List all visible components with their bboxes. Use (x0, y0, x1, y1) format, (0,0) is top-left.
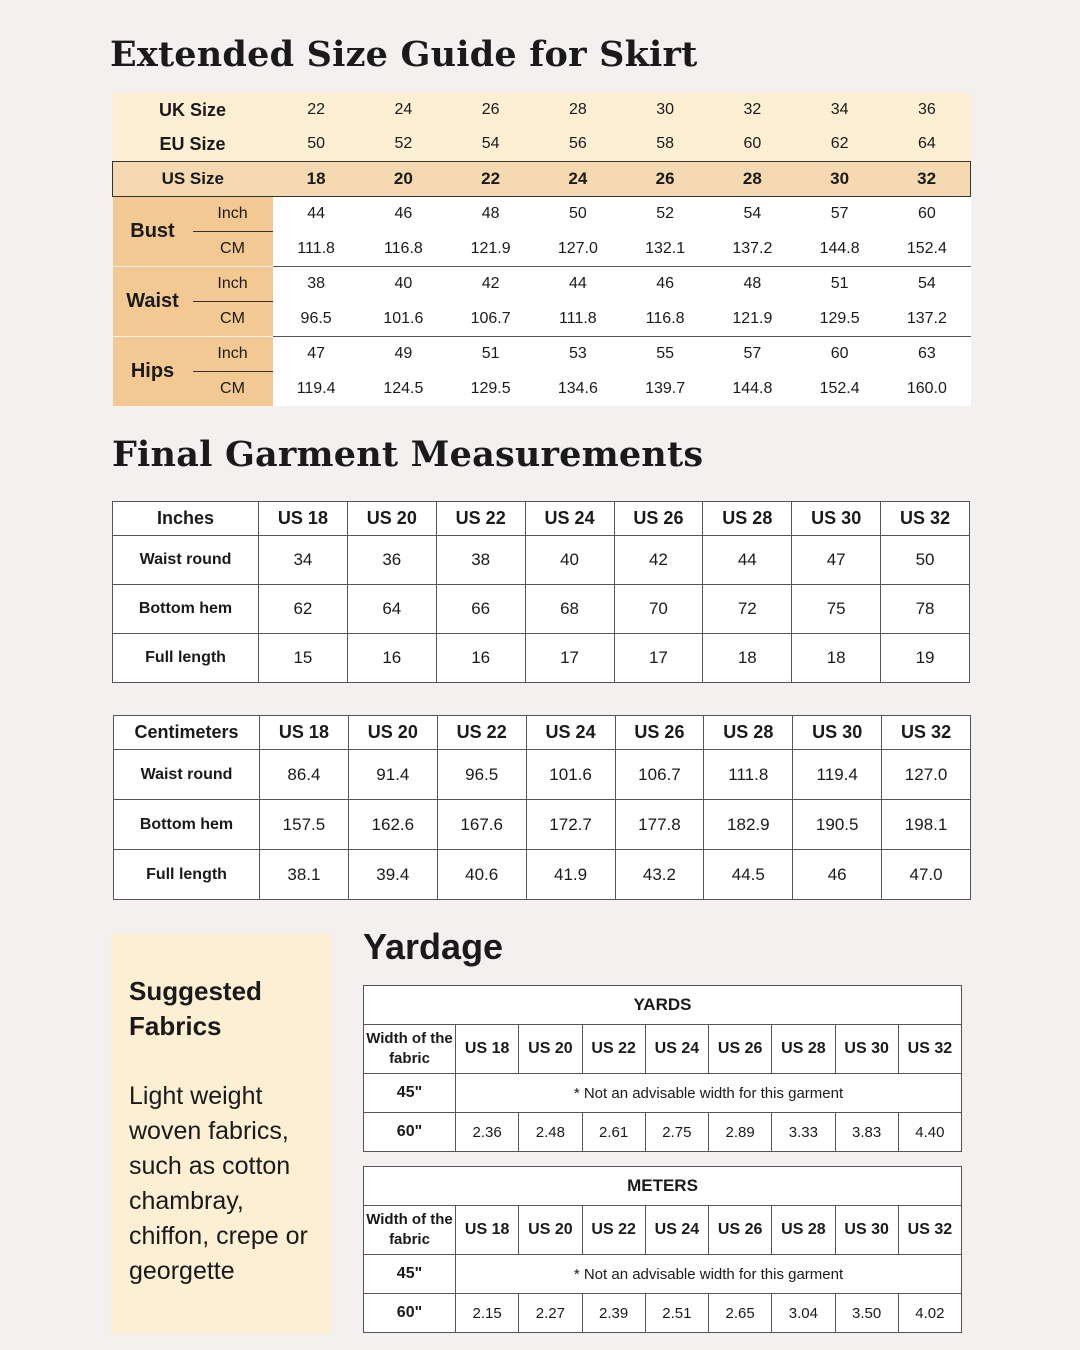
eu-size-cell: 50 (273, 127, 360, 162)
eu-size-cell: 60 (709, 127, 796, 162)
hips-cm-cell: 129.5 (447, 372, 534, 407)
row-label: Full length (114, 850, 260, 900)
waist-cm-cell: 129.5 (796, 302, 883, 337)
table-cell: 41.9 (526, 850, 615, 900)
waist-cm-cell: 137.2 (883, 302, 970, 337)
uk-size-row (113, 93, 971, 127)
bust-label: Bust (113, 197, 193, 267)
unit-label: Inch (193, 197, 273, 232)
table-cell: 44.5 (704, 850, 793, 900)
row-label: Waist round (114, 750, 260, 800)
bust-inch-cell: 46 (360, 197, 447, 232)
table-cell: 127.0 (882, 750, 971, 800)
table-cell: 40.6 (437, 850, 526, 900)
not-advisable-note: * Not an advisable width for this garment (456, 1074, 962, 1113)
us-size-label: US Size (113, 162, 273, 197)
table-cell: 162.6 (348, 800, 437, 850)
table-cell: 78 (881, 585, 970, 634)
size-header: US 26 (709, 1025, 772, 1074)
unit-label: Inch (193, 337, 273, 372)
eu-size-cell: 64 (883, 127, 970, 162)
bust-cm-cell: 121.9 (447, 232, 534, 267)
table-cell: 38.1 (260, 850, 349, 900)
width-45-label: 45" (364, 1074, 456, 1113)
size-header: US 26 (614, 502, 703, 536)
waist-cm-cell: 106.7 (447, 302, 534, 337)
hips-inch-cell: 51 (447, 337, 534, 372)
table-cell: 182.9 (704, 800, 793, 850)
hips-inch-cell: 53 (534, 337, 621, 372)
waist-inch-cell: 42 (447, 267, 534, 302)
bust-inch-row (113, 197, 971, 232)
width-label: Width of the fabric (364, 1025, 456, 1074)
suggested-fabrics-panel (111, 934, 331, 1334)
waist-cm-row (113, 302, 971, 337)
table-cell: 4.02 (898, 1294, 961, 1333)
size-header: US 32 (898, 1206, 961, 1255)
table-row (113, 585, 970, 634)
row-label: Waist round (113, 536, 259, 585)
hips-cm-cell: 144.8 (709, 372, 796, 407)
unit-label: Inch (193, 267, 273, 302)
size-header: US 22 (582, 1206, 645, 1255)
table-cell: 2.39 (582, 1294, 645, 1333)
table-header-row (114, 716, 971, 750)
size-header: US 32 (898, 1025, 961, 1074)
bust-inch-cell: 50 (534, 197, 621, 232)
bust-inch-cell: 60 (883, 197, 970, 232)
hips-cm-cell: 139.7 (622, 372, 709, 407)
hips-inch-cell: 60 (796, 337, 883, 372)
bust-inch-cell: 54 (709, 197, 796, 232)
bust-cm-cell: 144.8 (796, 232, 883, 267)
us-size-cell: 22 (447, 162, 534, 197)
table-cell: 17 (614, 634, 703, 683)
table-cell: 198.1 (882, 800, 971, 850)
table-cell: 66 (436, 585, 525, 634)
table-cell: 106.7 (615, 750, 704, 800)
table-cell: 91.4 (348, 750, 437, 800)
waist-inch-cell: 38 (273, 267, 360, 302)
yards-caption: YARDS (364, 986, 962, 1025)
table-cell: 2.61 (582, 1113, 645, 1152)
unit-header: Centimeters (114, 716, 260, 750)
table-row (113, 634, 970, 683)
hips-cm-cell: 160.0 (883, 372, 970, 407)
hips-inch-cell: 57 (709, 337, 796, 372)
uk-size-label: UK Size (113, 93, 273, 127)
size-header: US 22 (582, 1025, 645, 1074)
not-advisable-note: * Not an advisable width for this garment (456, 1255, 962, 1294)
table-cell: 70 (614, 585, 703, 634)
fabrics-text: Light weight woven fabrics, such as cotton chambray, chiffon, crepe or georgette (129, 1082, 308, 1285)
table-cell: 16 (347, 634, 436, 683)
bust-inch-cell: 44 (273, 197, 360, 232)
size-header: US 18 (259, 502, 348, 536)
table-cell: 47.0 (882, 850, 971, 900)
table-cell: 190.5 (793, 800, 882, 850)
size-header: US 18 (260, 716, 349, 750)
size-header: US 22 (437, 716, 526, 750)
size-header: US 24 (525, 502, 614, 536)
waist-label: Waist (113, 267, 193, 337)
table-cell: 2.51 (645, 1294, 708, 1333)
uk-size-cell: 24 (360, 93, 447, 127)
bust-cm-cell: 116.8 (360, 232, 447, 267)
waist-inch-cell: 40 (360, 267, 447, 302)
garment-inches-table (112, 501, 970, 683)
table-cell: 2.75 (645, 1113, 708, 1152)
bust-cm-cell: 111.8 (273, 232, 360, 267)
table-row (364, 1294, 962, 1333)
size-header: US 28 (772, 1206, 835, 1255)
hips-inch-row (113, 337, 971, 372)
size-header: US 28 (703, 502, 792, 536)
unit-label: CM (193, 302, 273, 337)
us-size-cell: 30 (796, 162, 883, 197)
width-60-label: 60" (364, 1294, 456, 1333)
table-header-row (364, 1206, 962, 1255)
waist-inch-row (113, 267, 971, 302)
size-header: US 20 (519, 1206, 582, 1255)
table-cell: 47 (792, 536, 881, 585)
unit-header: Inches (113, 502, 259, 536)
table-cell: 43.2 (615, 850, 704, 900)
uk-size-cell: 32 (709, 93, 796, 127)
uk-size-cell: 22 (273, 93, 360, 127)
garment-cm-table (113, 715, 971, 900)
hips-cm-cell: 119.4 (273, 372, 360, 407)
table-cell: 2.27 (519, 1294, 582, 1333)
table-cell: 167.6 (437, 800, 526, 850)
waist-inch-cell: 48 (709, 267, 796, 302)
us-size-cell: 26 (622, 162, 709, 197)
bust-inch-cell: 52 (622, 197, 709, 232)
hips-cm-cell: 152.4 (796, 372, 883, 407)
table-caption-row (364, 1167, 962, 1206)
table-cell: 38 (436, 536, 525, 585)
eu-size-cell: 54 (447, 127, 534, 162)
table-cell: 46 (793, 850, 882, 900)
size-header: US 24 (645, 1025, 708, 1074)
hips-inch-cell: 55 (622, 337, 709, 372)
table-row (364, 1074, 962, 1113)
size-header: US 18 (456, 1206, 519, 1255)
table-row (113, 536, 970, 585)
us-size-cell: 28 (709, 162, 796, 197)
table-cell: 44 (703, 536, 792, 585)
hips-inch-cell: 49 (360, 337, 447, 372)
table-cell: 96.5 (437, 750, 526, 800)
size-header: US 26 (615, 716, 704, 750)
size-header: US 32 (882, 716, 971, 750)
table-cell: 172.7 (526, 800, 615, 850)
eu-size-label: EU Size (113, 127, 273, 162)
table-cell: 50 (881, 536, 970, 585)
table-cell: 157.5 (260, 800, 349, 850)
us-size-cell: 24 (534, 162, 621, 197)
table-cell: 111.8 (704, 750, 793, 800)
size-header: US 20 (348, 716, 437, 750)
size-header: US 20 (347, 502, 436, 536)
width-45-label: 45" (364, 1255, 456, 1294)
fabrics-title: Suggested Fabrics (129, 976, 262, 1041)
table-row (364, 1255, 962, 1294)
waist-cm-cell: 116.8 (622, 302, 709, 337)
table-cell: 75 (792, 585, 881, 634)
bust-inch-cell: 57 (796, 197, 883, 232)
eu-size-row (113, 127, 971, 162)
table-cell: 2.65 (709, 1294, 772, 1333)
hips-cm-cell: 124.5 (360, 372, 447, 407)
unit-label: CM (193, 372, 273, 407)
table-header-row (364, 1025, 962, 1074)
size-header: US 22 (436, 502, 525, 536)
size-header: US 30 (792, 502, 881, 536)
table-cell: 68 (525, 585, 614, 634)
size-header: US 28 (704, 716, 793, 750)
uk-size-cell: 34 (796, 93, 883, 127)
yardage-meters-table (363, 1166, 962, 1333)
waist-cm-cell: 96.5 (273, 302, 360, 337)
uk-size-cell: 30 (622, 93, 709, 127)
waist-inch-cell: 51 (796, 267, 883, 302)
eu-size-cell: 52 (360, 127, 447, 162)
width-label: Width of the fabric (364, 1206, 456, 1255)
size-guide-table (112, 93, 971, 406)
table-row (364, 1113, 962, 1152)
size-guide-title: Extended Size Guide for Skirt (110, 34, 698, 75)
table-cell: 119.4 (793, 750, 882, 800)
uk-size-cell: 36 (883, 93, 970, 127)
bust-cm-cell: 152.4 (883, 232, 970, 267)
size-header: US 30 (835, 1206, 898, 1255)
bust-cm-cell: 132.1 (622, 232, 709, 267)
table-caption-row (364, 986, 962, 1025)
table-cell: 2.15 (456, 1294, 519, 1333)
size-header: US 18 (456, 1025, 519, 1074)
table-cell: 17 (525, 634, 614, 683)
table-header-row (113, 502, 970, 536)
waist-inch-cell: 46 (622, 267, 709, 302)
eu-size-cell: 56 (534, 127, 621, 162)
hips-inch-cell: 47 (273, 337, 360, 372)
size-header: US 24 (645, 1206, 708, 1255)
waist-cm-cell: 101.6 (360, 302, 447, 337)
us-size-cell: 20 (360, 162, 447, 197)
hips-inch-cell: 63 (883, 337, 970, 372)
size-header: US 30 (835, 1025, 898, 1074)
table-row (114, 800, 971, 850)
table-cell: 4.40 (898, 1113, 961, 1152)
bust-cm-cell: 127.0 (534, 232, 621, 267)
size-header: US 20 (519, 1025, 582, 1074)
table-cell: 2.48 (519, 1113, 582, 1152)
waist-inch-cell: 44 (534, 267, 621, 302)
table-row (114, 750, 971, 800)
us-size-cell: 32 (883, 162, 970, 197)
size-header: US 26 (709, 1206, 772, 1255)
table-cell: 3.83 (835, 1113, 898, 1152)
table-cell: 2.36 (456, 1113, 519, 1152)
uk-size-cell: 28 (534, 93, 621, 127)
unit-label: CM (193, 232, 273, 267)
bust-inch-cell: 48 (447, 197, 534, 232)
size-header: US 30 (793, 716, 882, 750)
eu-size-cell: 62 (796, 127, 883, 162)
table-cell: 19 (881, 634, 970, 683)
table-cell: 64 (347, 585, 436, 634)
size-header: US 28 (772, 1025, 835, 1074)
table-cell: 18 (703, 634, 792, 683)
waist-cm-cell: 111.8 (534, 302, 621, 337)
table-cell: 3.33 (772, 1113, 835, 1152)
table-cell: 3.50 (835, 1294, 898, 1333)
hips-cm-cell: 134.6 (534, 372, 621, 407)
table-cell: 72 (703, 585, 792, 634)
hips-label: Hips (113, 337, 193, 407)
hips-cm-row (113, 372, 971, 407)
table-cell: 16 (436, 634, 525, 683)
meters-caption: METERS (364, 1167, 962, 1206)
table-cell: 18 (792, 634, 881, 683)
table-cell: 86.4 (260, 750, 349, 800)
table-cell: 177.8 (615, 800, 704, 850)
uk-size-cell: 26 (447, 93, 534, 127)
table-row (114, 850, 971, 900)
table-cell: 36 (347, 536, 436, 585)
row-label: Bottom hem (114, 800, 260, 850)
table-cell: 34 (259, 536, 348, 585)
waist-inch-cell: 54 (883, 267, 970, 302)
waist-cm-cell: 121.9 (709, 302, 796, 337)
bust-cm-cell: 137.2 (709, 232, 796, 267)
row-label: Bottom hem (113, 585, 259, 634)
us-size-row (113, 162, 971, 197)
table-cell: 42 (614, 536, 703, 585)
table-cell: 3.04 (772, 1294, 835, 1333)
row-label: Full length (113, 634, 259, 683)
table-cell: 39.4 (348, 850, 437, 900)
table-cell: 2.89 (709, 1113, 772, 1152)
yardage-yards-table (363, 985, 962, 1152)
us-size-cell: 18 (273, 162, 360, 197)
width-60-label: 60" (364, 1113, 456, 1152)
size-header: US 32 (881, 502, 970, 536)
table-cell: 101.6 (526, 750, 615, 800)
table-cell: 40 (525, 536, 614, 585)
table-cell: 62 (259, 585, 348, 634)
yardage-title: Yardage (363, 926, 504, 967)
size-header: US 24 (526, 716, 615, 750)
garment-title: Final Garment Measurements (112, 434, 704, 475)
bust-cm-row (113, 232, 971, 267)
eu-size-cell: 58 (622, 127, 709, 162)
table-cell: 15 (259, 634, 348, 683)
